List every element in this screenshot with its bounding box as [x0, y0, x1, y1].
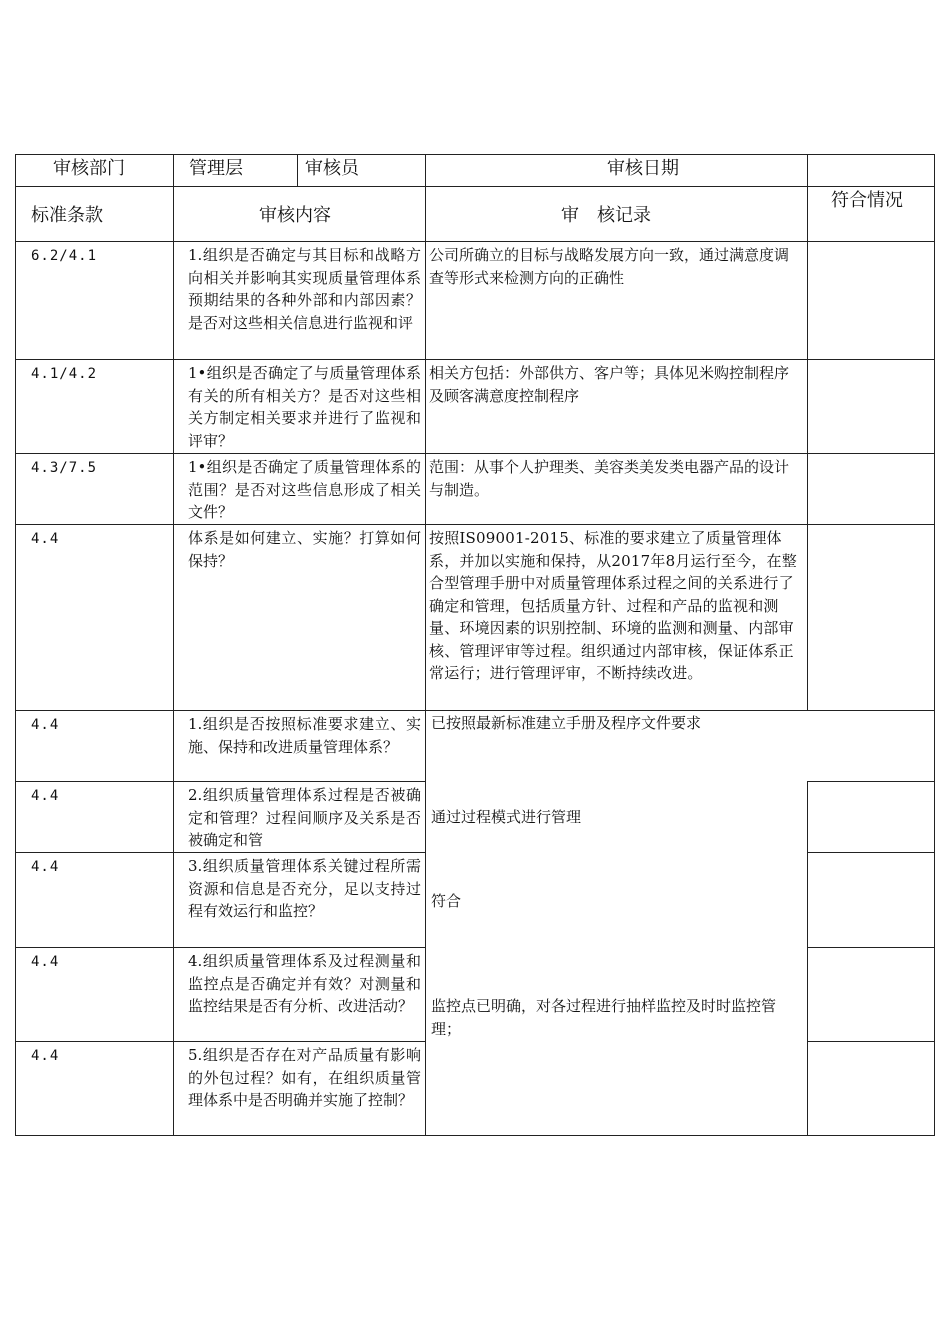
audit-content: 2.组织质量管理体系过程是否被确定和管理？过程间顺序及关系是否被确定和管 — [188, 786, 421, 849]
col-header-content: 审核内容 — [259, 205, 331, 226]
audit-content: 5.组织是否存在对产品质量有影响的外包过程？如有，在组织质量管理体系中是否明确并实施了控制？ — [188, 1046, 421, 1109]
clause-number: 4.4 — [31, 531, 60, 547]
clause-number: 4.4 — [31, 717, 60, 733]
row-divider — [807, 1041, 935, 1042]
table-border-left — [15, 154, 16, 1136]
row-divider — [15, 781, 425, 782]
clause-number: 4.4 — [31, 1048, 60, 1064]
row-divider — [15, 1041, 425, 1042]
table-border-bottom — [15, 1135, 935, 1136]
audit-content: 1.组织是否确定与其目标和战略方向相关并影响其实现质量管理体系预期结果的各种外部和内部因素？是否对这些相关信息进行监视和评 — [188, 246, 421, 332]
audit-content: 1•组织是否确定了与质量管理体系有关的所有相关方？是否对这些相关方制定相关要求并进行了监视和评审？ — [188, 364, 421, 450]
col-divider — [807, 781, 808, 1136]
row-divider — [807, 947, 935, 948]
col-header-clause: 标准条款 — [31, 205, 103, 226]
clause-number: 4.4 — [31, 859, 60, 875]
table-border-top — [15, 154, 935, 155]
row-divider — [15, 241, 935, 242]
audit-content: 体系是如何建立、实施？打算如何保持？ — [188, 529, 421, 570]
audit-dept-value: 管理层 — [189, 158, 243, 179]
audit-checklist-table — [15, 154, 935, 1136]
row-divider — [15, 453, 935, 454]
row-divider — [15, 359, 935, 360]
audit-record: 范围：从事个人护理类、美容类美发类电器产品的设计与制造。 — [429, 458, 790, 499]
auditor-label: 审核员 — [305, 158, 359, 179]
col-divider — [173, 154, 174, 1136]
clause-number: 6.2/4.1 — [31, 248, 98, 264]
clause-number: 4.3/7.5 — [31, 460, 98, 476]
col-header-record: 审 核记录 — [561, 205, 651, 226]
col-divider — [807, 154, 808, 710]
audit-content: 1•组织是否确定了质量管理体系的范围？是否对这些信息形成了相关文件？ — [188, 458, 421, 521]
row-divider — [15, 947, 425, 948]
audit-content: 3.组织质量管理体系关键过程所需资源和信息是否充分，足以支持过程有效运行和监控？ — [188, 857, 421, 920]
clause-number: 4.1/4.2 — [31, 366, 98, 382]
merged-record-line: 符合 — [431, 892, 462, 910]
clause-number: 4.4 — [31, 788, 60, 804]
audit-record: 按照IS09001-2015、标准的要求建立了质量管理体系，并加以实施和保持，从2017年8月运行至今，在整合型管理手册中对质量管理体系过程之间的关系进行了确定和管理，包括质量方针、过程和产品的监视和测量、环境因素的识别控制、环境的监测和测量、内部审核、管理评审等过程。组织通过内部审核，保证体系正常运行；进行管理评审，不断持续改进。 — [429, 529, 797, 682]
audit-record: 相关方包括：外部供方、客户等；具体见米购控制程序及顾客满意度控制程序 — [429, 364, 790, 405]
merged-record-line: 已按照最新标准建立手册及程序文件要求 — [431, 714, 702, 732]
audit-record: 公司所确立的目标与战略发展方向一致，通过满意度调查等形式来检测方向的正确性 — [429, 246, 790, 287]
col-divider — [297, 154, 298, 186]
audit-content: 1.组织是否按照标准要求建立、实施、保持和改进质量管理体系？ — [188, 715, 421, 756]
row-divider — [15, 524, 935, 525]
merged-record-line: 监控点已明确，对各过程进行抽样监控及时时监控管理； — [431, 997, 777, 1038]
row-divider — [807, 781, 935, 782]
audit-content: 4.组织质量管理体系及过程测量和监控点是否确定并有效？对测量和监控结果是否有分析、改进活动？ — [188, 952, 421, 1015]
merged-record-line: 通过过程模式进行管理 — [431, 808, 582, 826]
row-divider — [807, 852, 935, 853]
row-divider — [15, 852, 425, 853]
clause-number: 4.4 — [31, 954, 60, 970]
col-header-conformity: 符合情况 — [831, 190, 903, 211]
row-divider — [15, 186, 935, 187]
table-border-right — [934, 154, 935, 1136]
row-divider — [15, 710, 935, 711]
audit-dept-label: 审核部门 — [53, 158, 125, 179]
audit-date-label: 审核日期 — [607, 158, 679, 179]
col-divider — [425, 154, 426, 1136]
